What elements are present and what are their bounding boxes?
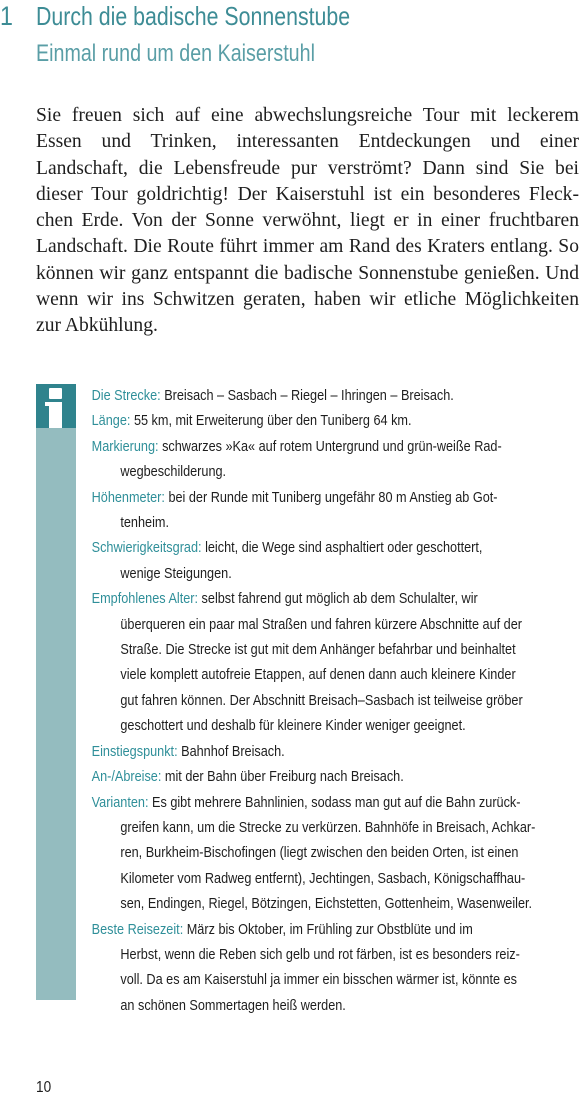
page-title: Durch die badische Sonnenstube (36, 1, 351, 31)
info-term: Länge: (91, 412, 131, 430)
info-text: Herbst, wenn die Reben sich gelb und rot färben, ist es besonders reiz- (120, 945, 520, 963)
info-item-strecke (89, 383, 574, 408)
info-text: greifen kann, um die Strecke zu verkürzen. Bahnhöfe in Breisach, Achkar- (120, 818, 536, 836)
info-text: überqueren ein paar mal Straßen und fahren kürzere Abschnitte auf der (120, 615, 522, 633)
info-text: gut fahren können. Der Abschnitt Breisach–Sasbach ist teilweise gröber (120, 691, 523, 709)
info-text: Es gibt mehrere Bahnlinien, sodass man gut auf die Bahn zurück- (151, 793, 521, 811)
info-text: 55 km, mit Erweiterung über den Tuniberg 64 km. (133, 412, 412, 430)
info-term: Varianten: (91, 793, 149, 811)
info-text: geschottert und deshalb für kleinere Kinder weniger geeignet. (120, 717, 466, 735)
info-i-icon (36, 384, 76, 428)
info-text: leicht, die Wege sind asphaltiert oder geschottert, (205, 539, 483, 557)
info-text: schwarzes »Ka« auf rotem Untergrund und grün-weiße Rad- (162, 437, 502, 455)
info-term: Höhenmeter: (91, 488, 165, 506)
info-text: bei der Runde mit Tuniberg ungefähr 80 m Anstieg ab Got- (168, 488, 498, 506)
info-box (89, 383, 574, 1018)
info-item-markierung (89, 434, 574, 485)
info-item-einstiegspunkt (89, 739, 574, 764)
info-term: Markierung: (91, 437, 159, 455)
info-text: Breisach – Sasbach – Riegel – Ihringen – Breisach. (164, 387, 454, 404)
info-item-reisezeit (89, 917, 574, 1019)
info-term: Beste Reisezeit: (91, 920, 184, 938)
info-text: ren, Burkheim-Bischofingen (liegt zwischen den beiden Orten, ist einen (120, 844, 519, 862)
info-text: an schönen Sommertagen heiß werden. (120, 996, 346, 1014)
info-item-laenge (89, 408, 574, 433)
info-text: wegbeschilderung. (120, 463, 227, 481)
info-item-varianten (89, 790, 574, 917)
page-subtitle: Einmal rund um den Kaiserstuhl (36, 40, 315, 67)
info-text: wenige Steigungen. (120, 564, 232, 582)
info-text: mit der Bahn über Freiburg nach Breisach. (164, 768, 404, 786)
info-item-anreise (89, 764, 574, 789)
info-text: sen, Endingen, Riegel, Bötzingen, Eichstetten, Gottenheim, Wasenweiler. (120, 895, 533, 913)
info-text: viele komplett autofreie Etappen, auf denen dann auch kleinere Kinder (120, 666, 516, 684)
info-item-hoehenmeter (89, 485, 574, 536)
info-text: Straße. Die Strecke ist gut mit dem Anhänger befahrbar und beinhaltet (120, 641, 516, 659)
intro-paragraph: Sie freuen sich auf eine abwechslungsreiche Tour mit leckerem Essen und Trinken, interessanten Entdeckungen und einer Landschaft, die Lebensfreude pur verströmt? Dann sind Sie bei dieser Tour goldrichtig! Der Kaiserstuhl ist ein besonderes Fleckchen Erde. Von der Sonne verwöhnt, liegt er in einer fruchtbaren Landschaft. Die Route führt immer am Rand des Kraters entlang. So können wir ganz entspannt die badische Sonnenstube genießen. Und wenn wir ins Schwitzen geraten, haben wir etliche Möglichkeiten zur Abkühlung. (36, 105, 579, 337)
info-term: Schwierigkeitsgrad: (91, 539, 202, 557)
info-sidebar-bar (36, 384, 76, 1000)
info-text: März bis Oktober, im Frühling zur Obstblüte und im (186, 920, 473, 938)
info-term: Einstiegspunkt: (91, 742, 178, 760)
info-text: Bahnhof Breisach. (181, 742, 285, 760)
info-text: voll. Da es am Kaiserstuhl ja immer ein bisschen wärmer ist, könnte es (120, 971, 517, 989)
info-item-schwierigkeitsgrad (89, 535, 574, 586)
info-term: An-/Abreise: (91, 768, 162, 786)
info-text: tenheim. (120, 514, 169, 532)
info-text: Kilometer vom Radweg entfernt), Jechtingen, Sasbach, Königschaffhau- (120, 869, 526, 887)
info-term: Die Strecke: (91, 387, 161, 404)
info-term: Empfohlenes Alter: (91, 590, 199, 608)
info-item-alter (89, 586, 574, 738)
info-text: selbst fahrend gut möglich ab dem Schulalter, wir (201, 590, 478, 608)
page-number: 10 (36, 1079, 52, 1096)
chapter-number: 1 (0, 1, 13, 31)
